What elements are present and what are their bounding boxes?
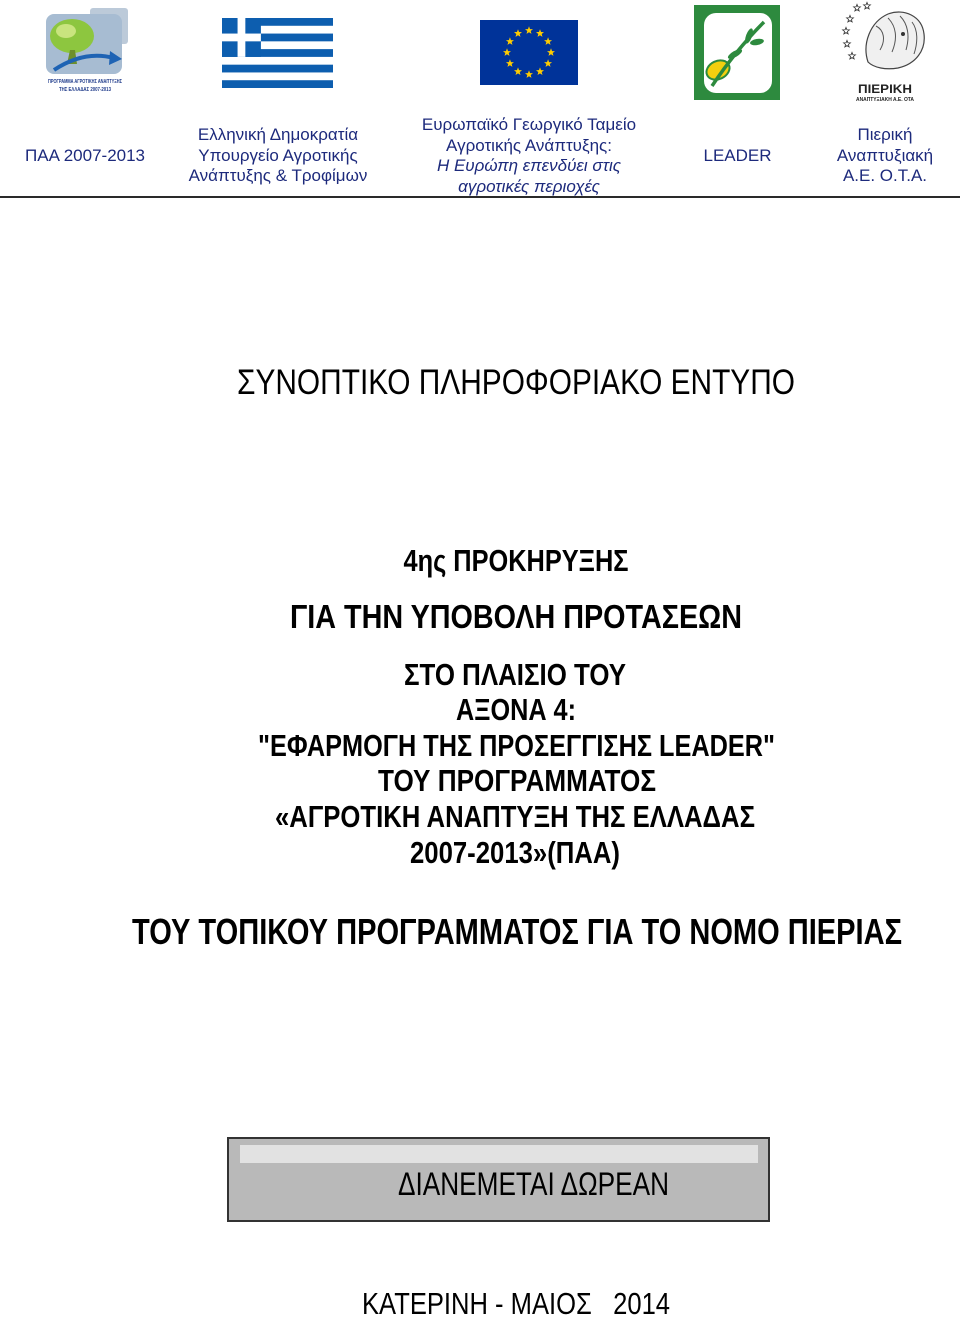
greek-flag bbox=[222, 18, 333, 88]
program-label-cell bbox=[0, 115, 170, 197]
distribution-notice bbox=[228, 1138, 769, 1221]
ministry-line: Ανάπτυξης & Τροφίμων bbox=[188, 166, 368, 186]
pieriki-logo-star bbox=[854, 4, 861, 11]
greek-flag-stripe bbox=[222, 65, 333, 73]
leader-label-cell bbox=[690, 115, 785, 197]
fund-slogan-line: αγροτικές περιοχές bbox=[458, 176, 600, 196]
leader-label: LEADER bbox=[703, 145, 772, 165]
framework-line: "ΕΦΑΡΜΟΓΗ ΤΗΣ ΠΡΟΣΕΓΓΙΣΗΣ LEADER" bbox=[258, 728, 775, 763]
pieriki-logo-star bbox=[843, 27, 850, 34]
agency-line: Αναπτυξιακή bbox=[836, 145, 934, 165]
framework-line: «ΑΓΡΟΤΙΚΗ ΑΝΑΠΤΥΞΗ ΤΗΣ ΕΛΛΑΔΑΣ bbox=[275, 799, 755, 834]
paa-logo-text-line-1: ΠΡΟΓΡΑΜΜΑ ΑΓΡΟΤΙΚΗΣ ΑΝΑΠΤΥΞΗΣ bbox=[48, 79, 123, 85]
ministry-label-cell bbox=[170, 115, 386, 197]
agency-line: Α.Ε. Ο.Τ.Α. bbox=[842, 166, 928, 186]
pieriki-logo-eye bbox=[901, 32, 905, 36]
framework-line: ΤΟΥ ΠΡΟΓΡΑΜΜΑΤΟΣ bbox=[378, 763, 656, 798]
pieriki-logo-star bbox=[844, 40, 851, 47]
eafrd-label-cell bbox=[400, 115, 658, 197]
framework-line: ΣΤΟ ΠΛΑΙΣΙΟ ΤΟΥ bbox=[404, 657, 627, 692]
agency-label-cell bbox=[820, 115, 950, 197]
pieriki-logo-star bbox=[849, 52, 856, 59]
greek-flag-stripe bbox=[222, 80, 333, 88]
pieriki-logo-star bbox=[864, 2, 871, 9]
fund-line: Ευρωπαϊκό Γεωργικό Ταμείο bbox=[421, 115, 637, 134]
paa-logo bbox=[46, 8, 128, 93]
pieriki-logo-star bbox=[847, 15, 854, 22]
distribution-notice-text: ΔΙΑΝΕΜΕΤΑΙ ΔΩΡΕΑΝ bbox=[398, 1166, 669, 1202]
pieriki-logo bbox=[843, 2, 925, 103]
pieriki-logo-subtitle: ΑΝΑΠΤΥΞΙΑΚΗ Α.Ε. ΟΤΑ bbox=[856, 97, 915, 103]
call-number: 4ης ΠΡΟΚΗΡΥΞΗΣ bbox=[403, 543, 629, 578]
pieriki-logo-name: ΠΙΕΡΙΚΗ bbox=[858, 82, 912, 96]
local-program-title: ΤΟΥ ΤΟΠΙΚΟΥ ΠΡΟΓΡΑΜΜΑΤΟΣ ΓΙΑ ΤΟ ΝΟΜΟ ΠΙΕΡΙΑΣ bbox=[132, 911, 902, 952]
notice-box-highlight bbox=[240, 1145, 758, 1163]
paa-logo-text-line-2: ΤΗΣ ΕΛΛΑΔΑΣ 2007-2013 bbox=[59, 87, 111, 93]
framework-block bbox=[258, 657, 775, 870]
leader-logo bbox=[694, 5, 780, 100]
place-date: ΚΑΤΕΡΙΝΗ - ΜΑΙΟΣ 2014 bbox=[362, 1286, 670, 1321]
eu-flag bbox=[480, 20, 578, 85]
fund-slogan-line: Η Ευρώπη επενδύει στις bbox=[436, 156, 622, 175]
fund-line: Αγροτικής Ανάπτυξης: bbox=[446, 135, 612, 155]
call-purpose: ΓΙΑ ΤΗΝ ΥΠΟΒΟΛΗ ΠΡΟΤΑΣΕΩΝ bbox=[290, 598, 742, 635]
ministry-line: Ελληνική Δημοκρατία bbox=[197, 125, 359, 145]
framework-line: ΑΞΟΝΑ 4: bbox=[456, 692, 576, 727]
greek-flag-cross-vertical bbox=[238, 18, 246, 57]
header-divider bbox=[0, 196, 960, 198]
program-label: ΠΑΑ 2007-2013 bbox=[24, 145, 146, 165]
document-title: ΣΥΝΟΠΤΙΚΟ ΠΛΗΡΟΦΟΡΙΑΚΟ ΕΝΤΥΠΟ bbox=[237, 363, 795, 402]
agency-line: Πιερική bbox=[857, 125, 913, 145]
framework-line: 2007-2013»(ΠΑΑ) bbox=[410, 835, 620, 870]
ministry-line: Υπουργείο Αγροτικής bbox=[198, 145, 358, 165]
paa-logo-canopy-highlight bbox=[56, 24, 76, 38]
